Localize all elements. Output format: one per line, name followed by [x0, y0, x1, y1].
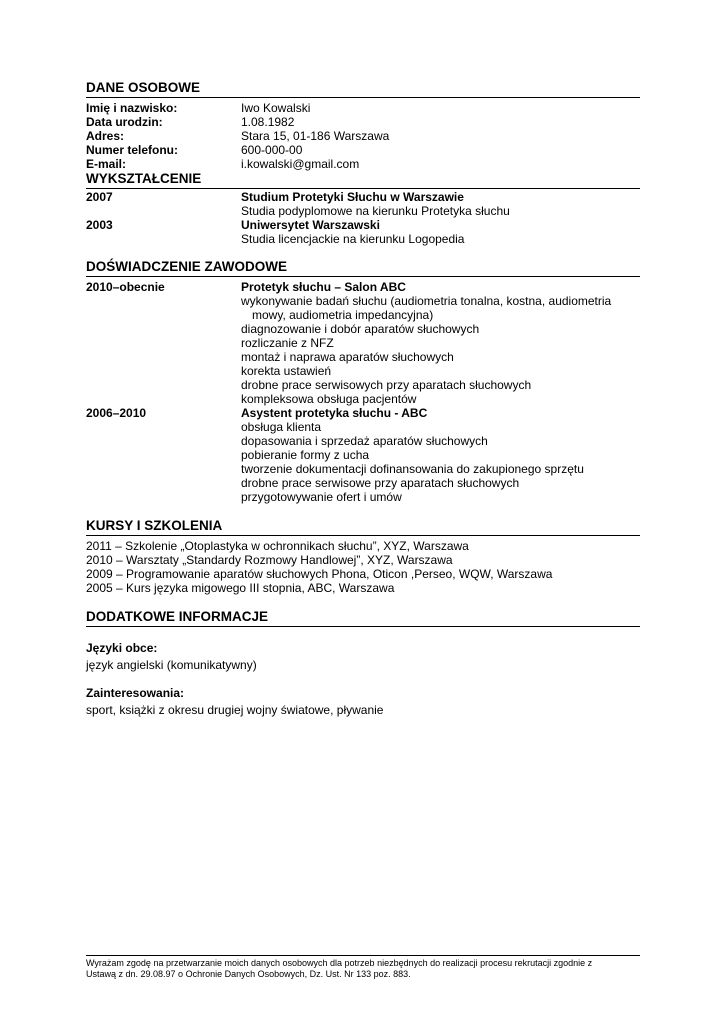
job-duty: diagnozowanie i dobór aparatów słuchowych: [241, 322, 480, 336]
education-entry: [86, 218, 640, 232]
row-label: Data urodzin:: [86, 115, 163, 129]
spacer: [86, 232, 241, 246]
row-label: Adres:: [86, 129, 125, 143]
additional-section: [86, 609, 640, 717]
interests-label: Zainteresowania:: [86, 686, 185, 700]
education-year: 2003: [86, 218, 113, 232]
course-item: 2005 – Kurs języka migowego III stopnia, ABC, Warszawa: [86, 581, 395, 595]
personal-row-address: [86, 129, 640, 143]
personal-row-name: [86, 101, 640, 115]
education-detail-row: [86, 204, 640, 218]
additional-heading: DODATKOWE INFORMACJE: [86, 609, 640, 627]
job-duty: drobne prace serwisowe przy aparatach słuchowych: [241, 476, 520, 490]
course-item: 2011 – Szkolenie „Otoplastyka w ochronnikach słuchu”, XYZ, Warszawa: [86, 539, 469, 553]
job-entry: [86, 406, 640, 504]
personal-row-birthdate: [86, 115, 640, 129]
job-title: Protetyk słuchu – Salon ABC: [241, 280, 406, 294]
job-title: Asystent protetyka słuchu - ABC: [241, 406, 428, 420]
consent-footer: [86, 955, 640, 980]
job-duty: dopasowania i sprzedaż aparatów słuchowych: [241, 434, 488, 448]
consent-line: Ustawą z dn. 29.08.97 o Ochronie Danych Osobowych, Dz. Ust. Nr 133 poz. 883.: [86, 969, 411, 979]
personal-section: [86, 80, 640, 171]
job-duty: pobieranie formy z ucha: [241, 448, 370, 462]
job-duty: drobne prace serwisowych przy aparatach słuchowych: [241, 378, 532, 392]
spacer: [86, 204, 241, 218]
job-duty: montaż i naprawa aparatów słuchowych: [241, 350, 454, 364]
personal-heading: DANE OSOBOWE: [86, 80, 640, 98]
education-entry: [86, 190, 640, 204]
interests-value: sport, książki z okresu drugiej wojny światowe, pływanie: [86, 703, 384, 717]
languages-label: Języki obce:: [86, 641, 158, 655]
course-item: 2009 – Programowanie aparatów słuchowych Phona, Oticon ,Perseo, WQW, Warszawa: [86, 567, 553, 581]
row-value[interactable]: i.kowalski@gmail.com: [241, 157, 360, 171]
course-item: 2010 – Warsztaty „Standardy Rozmowy Handlowej”, XYZ, Warszawa: [86, 553, 453, 567]
job-duty: obsługa klienta: [241, 420, 322, 434]
experience-heading: DOŚWIADCZENIE ZAWODOWE: [86, 259, 640, 277]
courses-heading: KURSY I SZKOLENIA: [86, 518, 640, 536]
personal-row-phone: [86, 143, 640, 157]
row-label: Numer telefonu:: [86, 143, 179, 157]
job-duty: wykonywanie badań słuchu (audiometria tonalna, kostna, audiometria mowy, audiometria impedancyjna): [241, 294, 612, 322]
row-value: Iwo Kowalski: [241, 101, 311, 115]
job-duty: rozliczanie z NFZ: [241, 336, 334, 350]
job-duty: przygotowywanie ofert i umów: [241, 490, 402, 504]
education-school: Studium Protetyki Słuchu w Warszawie: [241, 190, 464, 204]
courses-section: [86, 518, 640, 595]
education-detail-row: [86, 232, 640, 246]
experience-section: [86, 259, 640, 504]
row-value: Stara 15, 01-186 Warszawa: [241, 129, 390, 143]
job-duty: kompleksowa obsługa pacjentów: [241, 392, 417, 406]
education-year: 2007: [86, 190, 113, 204]
languages-value: język angielski (komunikatywny): [86, 658, 257, 672]
education-section: [86, 171, 640, 246]
row-value: 600-000-00: [241, 143, 303, 157]
education-detail: Studia licencjackie na kierunku Logopedia: [241, 232, 465, 246]
job-duty: korekta ustawień: [241, 364, 332, 378]
job-duty: tworzenie dokumentacji dofinansowania do zakupionego sprzętu: [241, 462, 584, 476]
row-label: E-mail:: [86, 157, 127, 171]
row-label: Imię i nazwisko:: [86, 101, 178, 115]
education-school: Uniwersytet Warszawski: [241, 218, 380, 232]
personal-row-email: [86, 157, 640, 171]
job-entry: [86, 280, 640, 406]
education-detail: Studia podyplomowe na kierunku Protetyka słuchu: [241, 204, 510, 218]
job-period: 2010–obecnie: [86, 280, 165, 294]
row-value: 1.08.1982: [241, 115, 295, 129]
education-heading: WYKSZTAŁCENIE: [86, 171, 640, 189]
job-period: 2006–2010: [86, 406, 147, 420]
consent-line: Wyrażam zgodę na przetwarzanie moich danych osobowych dla potrzeb niezbędnych do realizacji procesu rekrutacji zgodnie z: [86, 958, 593, 968]
